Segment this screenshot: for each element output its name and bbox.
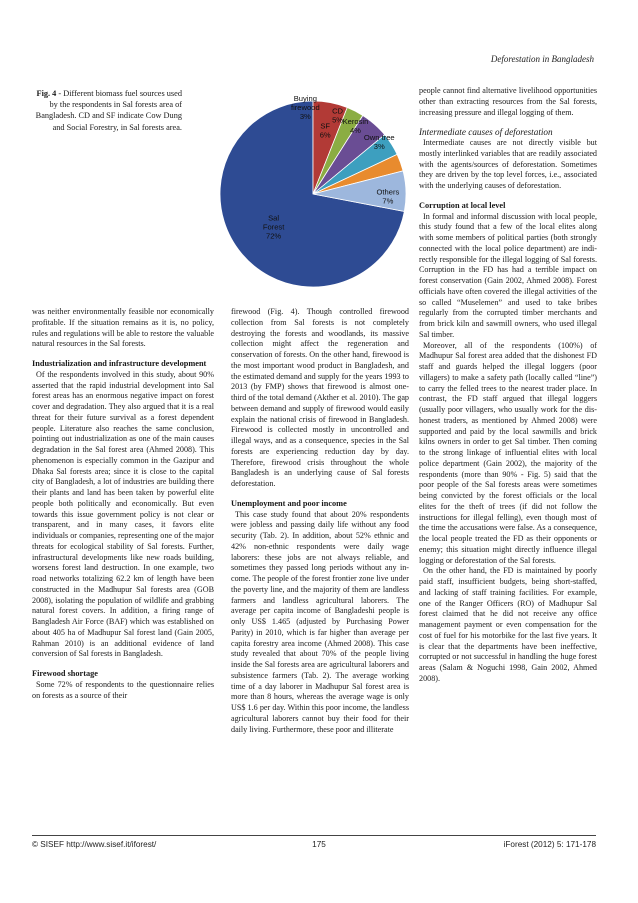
paragraph: Intermediate causes are not directly visible but mostly interlinked variables that are readily associated with the agents/sources of deforestation. Sometimes they are driven by the top level forces, i.e., associated with the underlying causes of deforestation. xyxy=(419,138,597,190)
figure-caption-text: - Different biomass fuel sources used by the respondents in Sal forests area of Bangladesh. CD and SF indicate Cow Dung and Social Forestry, in Sal forests area. xyxy=(35,89,182,132)
pie-label: Buying firewood 3% xyxy=(290,93,320,121)
section-heading: Intermediate causes of deforestation xyxy=(419,127,553,138)
section-heading: Unemployment and poor income xyxy=(231,498,347,508)
section-heading: Corruption at local level xyxy=(419,200,506,210)
pie-chart xyxy=(188,84,414,292)
pie-label: CD 5% xyxy=(332,106,344,125)
column-left xyxy=(32,307,214,701)
paragraph: Some 72% of respondents to the questionnaire relies on forests as a source of their xyxy=(32,679,214,700)
section-heading: Industrialization and infrastructure development xyxy=(32,359,207,368)
footer-left: © SISEF http://www.sisef.it/iforest/ xyxy=(32,840,157,849)
column-right xyxy=(419,86,597,685)
figure-caption xyxy=(32,88,182,133)
section-heading: Firewood shortage xyxy=(32,669,98,678)
page-number: 175 xyxy=(312,840,326,849)
paragraph: Of the respondents involved in this study, about 90% asserted that the rapid industrial development into Sal forest areas has an enormous negative impact on forest cover and degradation. They also argued that it is a real threat for their future survival as a forest dependent people. Literature also reaches the same conclusion, pointing out industrialization as one of the main causes degradation in the Sal forest area (Ahmed 2008). This phenomenon is especially common in the Gazipur and Dhaka Sal forests area; since it is close to the capital city of Bangladesh, a lot of industries are building there their plants and land has been taken by powerful elite people both politically and economically. But even towards this issue government policy is not clear or transparent, and in many cases, it favors elite individuals or companies, representing one of the major threats for ecological stability of Sal forests. Further, infrastructural developments like new roads building, worsens forest land destruction. In one example, two road networks totalizing 62.2 km of length have been constructed in the Madhupur Sal forests area (GOB 2008), isolating the population of wildlife and grabbing natural forest covers. In addition, a firing range of Bangladesh Air Force (BAF) which was established on about 405 ha of Madhupur Sal forest land (Gain 2005, Rahman 2010) is an additional evidence of land conversion of Sal forests in Bangladesh. xyxy=(32,369,214,659)
pie-label: Sal Forest 72% xyxy=(262,213,285,241)
pie-label: Others 7% xyxy=(376,187,400,206)
pie-label: Kerosin 4% xyxy=(342,117,369,136)
footer-rule xyxy=(32,835,596,836)
paragraph: In formal and informal discussion with local people, this study found that a few of the local elites along with some members of political parties (both strongly connected with the local police department) are indirectly responsible for the illegal logging of Sal forests. Corruption in the FD has had a terrible impact on forest conservation (Gain 2002, Ahmed 2008). Forest officials have often covered the illegal activities of the so called “Muselemen” and used to take bribes regularly from the corrupted timber merchants and from brick kiln and sawmill owners, who used illegal Sal timber. xyxy=(419,211,597,339)
pie-label: SF 6% xyxy=(319,121,331,140)
paragraph: On the other hand, the FD is maintained by poorly paid staff, insufficient budgets, being short-staffed, and lacking of staff training facilities. For example, one of the Ranger Officers (RO) of Madhupur Sal forest claimed that he did not receive any office management payment or even compensation for the cost of fuel for his motorbike for the last five years. It is clear that the departments have been ineffective, corrupted or not successful in handling the huge forest areas (Salam & Noguchi 1998, Gain 2002, Ahmed 2008). xyxy=(419,566,597,683)
paragraph: was neither environmentally feasible nor economically profitable. If the situation remains as it is, no policy, rules and regulations will be able to restore the valuable natural resources in the Sal forests. xyxy=(32,307,214,349)
pie-label: Own tree 3% xyxy=(363,132,395,151)
column-middle xyxy=(231,307,409,735)
footer-right: iForest (2012) 5: 171-178 xyxy=(503,840,596,849)
paragraph: Moreover, all of the respondents (100%) of Madhupur Sal forest area added that the dishonest FD staff and guards helped the illegal loggers (poor villagers) to make a safety path (locally called “line”) to carry the felled trees to the nearest trader place. In contrast, the FD staff argued that illegal loggers (usually poor villagers, who usually work for the dishonest traders, as mentioned by Ahmed 2008) were supported and paid by the local sawmills and brick kilns owners in order to get Sal timber. Then coming to the strong linkage of influential elites with local police department (Gain 2002), the majority of the respondents (more than 90% - Fig. 5) said that the poor people of the Sal forests areas were sometimes being convicted by the forest officials or the local elites for the theft of trees (if did not follow the instructions for illegal felling), even though most of the time the accusations were false. As a consequence, the local people treated the FD as their opponents or enemy; this situation might directly influence illegal logging or deforestation of the Sal forests. xyxy=(419,340,597,565)
paragraph: firewood (Fig. 4). Though controlled firewood collection from Sal forests is not completely destroying the forests and woodlands, its massive collection might affect the regeneration and conservation of forests. On the other hand, firewood is the most important wood product in Bangladesh, and the estimated demand and supply for the years 1993 to 2013 (by FMP) shows that firewood is almost one-third of the total demand (Akther et al. 2010). The gap between demand and supply of firewood would easily explain the national crisis of firewood in Bangladesh. Firewood is collected mostly in uncontrolled and illegal ways, and as a consequence, species in the Sal forests are experiencing reduction day by day. Therefore, firewood crisis throughout the whole Bangladesh is an underlying cause of Sal forests deforestation. xyxy=(231,307,409,488)
paragraph: people cannot find alternative livelihood opportunities other than extracting resources from the Sal forests, increasing pressure and illegal logging of them. xyxy=(419,86,597,117)
paragraph: This case study found that about 20% respondents were jobless and passing daily life without any food security (Tab. 2). In addition, about 52% ethnic and 42% non-ethnic respondents were daily wage laborers: these jobs are not always reliable, and sometimes they passed long periods without any income. The people of the forest frontier zone live under the poverty line, and the majority of them are landless farmers and landless agricultural laborers. The average per capita income of Bangladeshi people is only US$ 1.465 (adjusted by Purchasing Power Parity) in 2010, which is far higher than average per capita forestry area income (Ahmed 2008). This case study revealed that about 70% of the people living inside the Sal forests area are agricultural laborers and subsistence farmers (Tab. 2). The average working time of a day laborer in Madhupur Sal forest area is more than 8 hours, whereas the average wage is only US$ 1.6 per day. Within this poor income, the landless agricultural laborers cannot buy their food for their daily living. Furthermore, these poor and illiterate xyxy=(231,509,409,734)
figure-label: Fig. 4 xyxy=(36,89,57,98)
running-head: Deforestation in Bangladesh xyxy=(490,54,594,64)
